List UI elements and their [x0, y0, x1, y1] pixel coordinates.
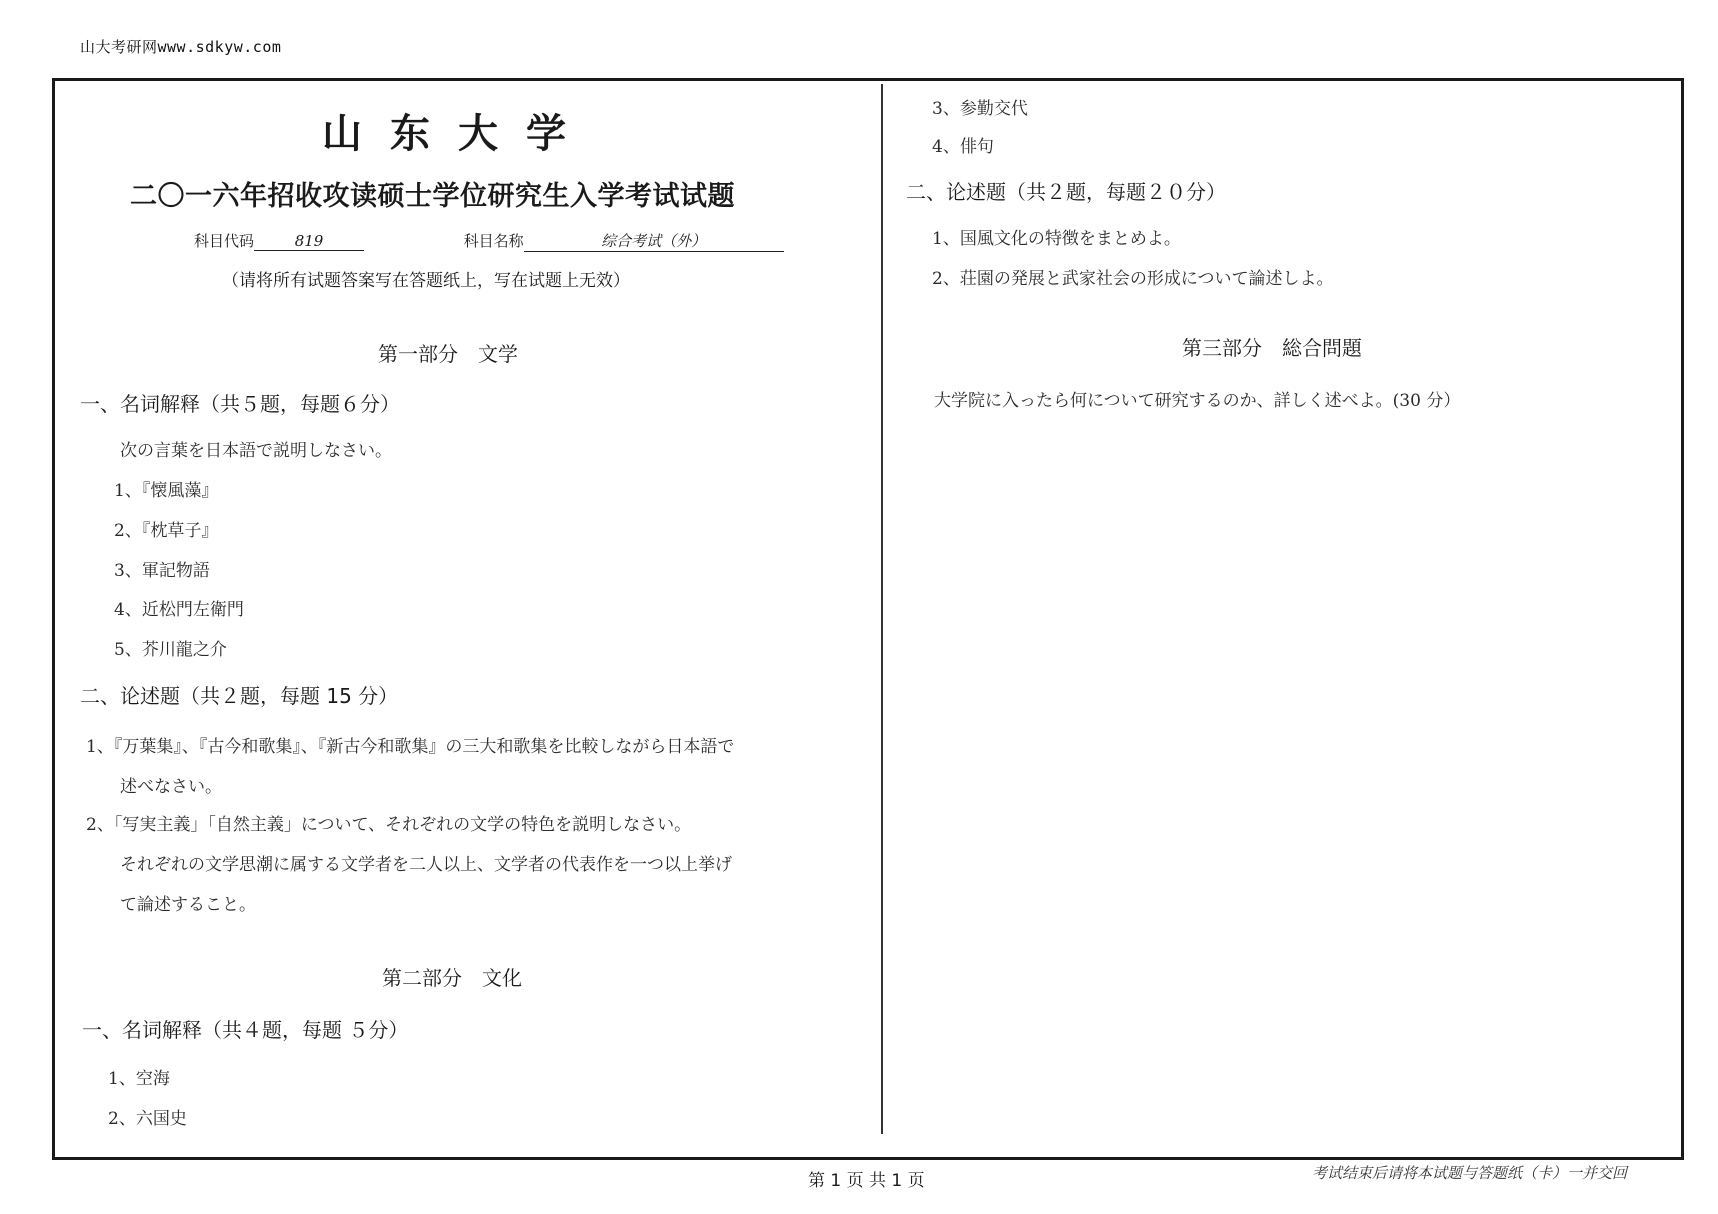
- subject-name-value: 综合考试（外）: [524, 230, 784, 252]
- part2-title: 第二部分 文化: [382, 966, 522, 990]
- exam-title: 二〇一六年招收攻读硕士学位研究生入学考试试题: [130, 181, 735, 212]
- part1-q1-line2: 述べなさい。: [120, 777, 222, 797]
- list-item: 2、荘園の発展と武家社会の形成について論述しよ。: [932, 269, 1334, 289]
- part2-sec2-heading: 二、论述题（共２题，每题２０分）: [906, 180, 1226, 204]
- list-item: 2、六国史: [108, 1109, 187, 1129]
- part1-q1-line1: 1、『万葉集』、『古今和歌集』、『新古今和歌集』の三大和歌集を比較しながら日本語で: [86, 737, 735, 757]
- part1-sec1-intro: 次の言葉を日本語で説明しなさい。: [120, 441, 392, 461]
- part1-title: 第一部分 文学: [378, 342, 518, 366]
- subject-code-value: 819: [254, 232, 364, 251]
- subject-code-label: 科目代码: [194, 232, 255, 250]
- list-item: 4、近松門左衛門: [114, 600, 244, 620]
- subject-name-label: 科目名称: [463, 232, 524, 250]
- part1-q2-line3: て論述すること。: [120, 895, 256, 915]
- part1-sec2-heading: 二、论述题（共２题，每题 15 分）: [80, 684, 399, 708]
- list-item: 1、空海: [108, 1069, 170, 1089]
- list-item: 4、俳句: [932, 137, 994, 157]
- list-item: 5、芥川龍之介: [114, 640, 227, 660]
- column-divider: [881, 84, 883, 1134]
- page-number: 第 1 页 共 1 页: [808, 1171, 925, 1191]
- part1-q2-line2: それぞれの文学思潮に属する文学者を二人以上、文学者の代表作を一つ以上挙げ: [120, 855, 732, 875]
- subject-meta: [194, 230, 784, 252]
- part1-sec1-heading: 一、名词解释（共５题，每题６分）: [80, 392, 400, 416]
- list-item: 2、『枕草子』: [114, 521, 219, 541]
- list-item: 3、軍記物語: [114, 561, 210, 581]
- site-watermark: 山大考研网www.sdkyw.com: [80, 38, 282, 56]
- part3-title: 第三部分 総合問題: [1182, 336, 1362, 360]
- return-notice: 考试结束后请将本试题与答题纸（卡）一并交回: [1312, 1164, 1628, 1182]
- university-title: 山东大学: [322, 110, 594, 157]
- part2-sec1-heading: 一、名词解释（共４题，每题 ５分）: [82, 1018, 409, 1042]
- list-item: 3、参勤交代: [932, 99, 1028, 119]
- part3-question: 大学院に入ったら何について研究するのか、詳しく述べよ。(30 分）: [934, 391, 1461, 411]
- part1-q2-line1: 2、「写実主義」「自然主義」について、それぞれの文学の特色を説明しなさい。: [86, 815, 692, 835]
- list-item: 1、『懐風藻』: [114, 481, 219, 501]
- answer-notice: （请将所有试题答案写在答题纸上，写在试题上无效）: [222, 271, 630, 291]
- list-item: 1、国風文化の特徴をまとめよ。: [932, 229, 1181, 249]
